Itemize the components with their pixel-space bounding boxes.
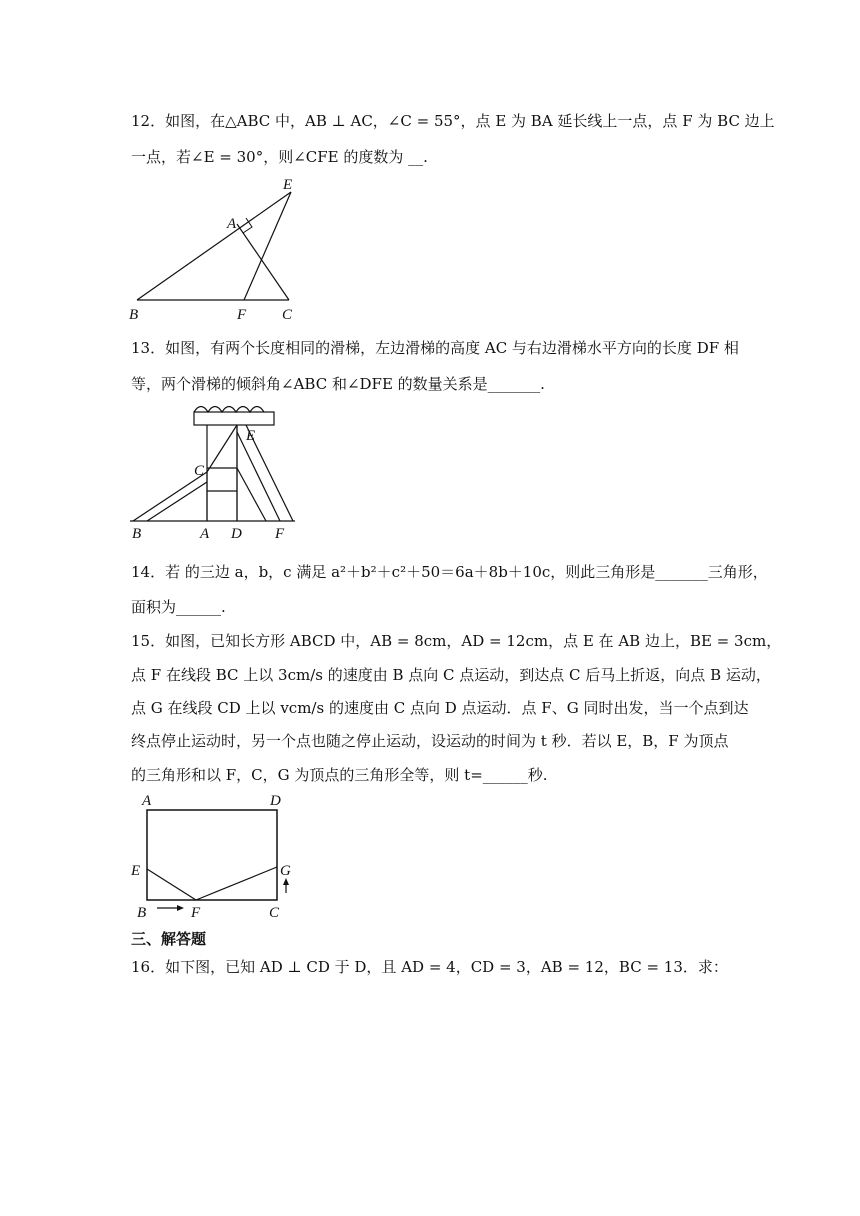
label-C: C bbox=[194, 463, 205, 479]
label-A: A bbox=[200, 526, 210, 542]
platform bbox=[194, 412, 274, 425]
q13-line1: 13．如图，有两个长度相同的滑梯，左边滑梯的高度 AC 与右边滑梯水平方向的长度 DF 相 bbox=[131, 339, 739, 357]
platform-top bbox=[194, 407, 264, 413]
rectangle-ABCD bbox=[147, 810, 277, 900]
line-FG bbox=[196, 867, 277, 900]
q13-figure bbox=[125, 400, 305, 542]
label-D: D bbox=[270, 793, 281, 809]
label-A: A bbox=[227, 216, 237, 232]
line-AC bbox=[237, 224, 289, 300]
line-EF bbox=[147, 869, 196, 900]
label-E: E bbox=[131, 863, 141, 879]
q13-line2: 等，两个滑梯的倾斜角∠ABC 和∠DFE 的数量关系是_______. bbox=[131, 375, 545, 393]
q15-line2: 点 F 在线段 BC 上以 3cm/s 的速度由 B 点向 C 点运动，到达点 C 后马上折返，向点 B 运动， bbox=[131, 666, 771, 684]
q12-line1: 12．如图，在△ABC 中，AB ⊥ AC，∠C = 55°，点 E 为 BA 延长线上一点，点 F 为 BC 边上 bbox=[131, 112, 775, 130]
label-G: G bbox=[280, 863, 291, 879]
q14-line2: 面积为______. bbox=[131, 598, 226, 616]
label-E: E bbox=[246, 428, 256, 444]
q15-figure bbox=[125, 790, 305, 925]
section-title: 三、解答题 bbox=[131, 930, 207, 948]
q15-line4: 终点停止运动时，另一个点也随之停止运动，设运动的时间为 t 秒．若以 E，B，F 为顶点 bbox=[131, 732, 729, 750]
label-C: C bbox=[282, 307, 293, 323]
q12-line2: 一点，若∠E = 30°，则∠CFE 的度数为 __. bbox=[131, 148, 428, 166]
label-F: F bbox=[275, 526, 285, 542]
q15-line1: 15．如图，已知长方形 ABCD 中，AB = 8cm，AD = 12cm，点 E 在 AB 边上，BE = 3cm， bbox=[131, 632, 782, 650]
q16-line1: 16．如下图，已知 AD ⊥ CD 于 D，且 AD = 4，CD = 3，AB = 12，BC = 13．求： bbox=[131, 958, 728, 976]
q15-line5: 的三角形和以 F，C，G 为顶点的三角形全等，则 t=______秒. bbox=[131, 766, 548, 784]
label-F: F bbox=[237, 307, 247, 323]
label-A: A bbox=[142, 793, 152, 809]
label-E: E bbox=[283, 177, 293, 193]
label-B: B bbox=[129, 307, 139, 323]
label-B: B bbox=[132, 526, 142, 542]
q12-figure bbox=[125, 175, 310, 325]
q14-line1: 14．若 的三边 a，b，c 满足 a²＋b²＋c²＋50＝6a＋8b＋10c，则此三角形是_______三角形， bbox=[131, 563, 768, 581]
label-B: B bbox=[137, 905, 147, 921]
label-F: F bbox=[191, 905, 201, 921]
label-C: C bbox=[269, 905, 280, 921]
q15-line3: 点 G 在线段 CD 上以 vcm/s 的速度由 C 点向 D 点运动．点 F、G 同时出发，当一个点到达 bbox=[131, 699, 749, 717]
label-D: D bbox=[231, 526, 242, 542]
